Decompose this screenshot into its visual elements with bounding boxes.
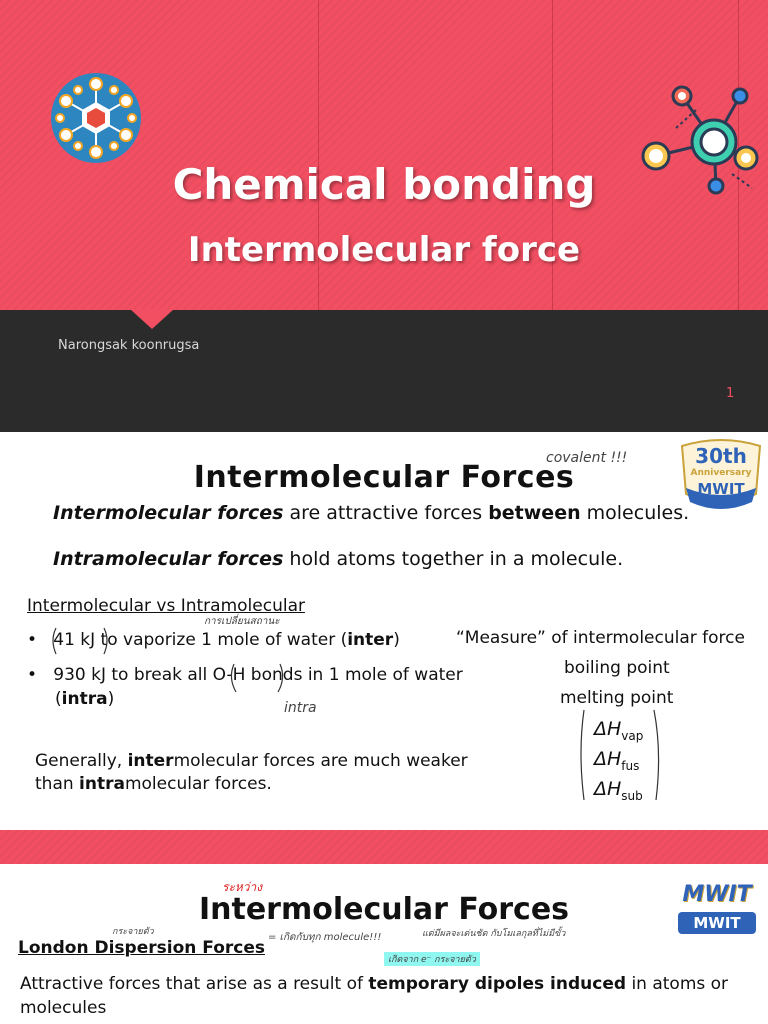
highlighted-note: เกิดจาก e⁻ กระจายตัว <box>384 952 480 966</box>
mwit-30th-anniversary-logo <box>676 436 766 516</box>
handwritten-note-covalent: covalent !!! <box>546 450 628 466</box>
mwit-logo <box>668 870 766 950</box>
logo-mwit: MWIT <box>697 480 745 498</box>
author-name: Narongsak koonrugsa <box>58 338 200 353</box>
title-slide <box>0 0 768 432</box>
delta-h-sub <box>594 778 643 803</box>
delta-h-vap <box>594 718 643 743</box>
bullet-text: ( <box>55 689 62 709</box>
def-bold: temporary dipoles induced <box>368 974 627 994</box>
term-intermolecular: Intermolecular forces <box>53 502 284 524</box>
gen-bold: inter <box>127 751 174 771</box>
bullet-intra-continued <box>55 689 114 709</box>
bullet-text: ) <box>393 630 400 650</box>
bullet-text: 41 kJ to vaporize 1 mole of water ( <box>53 630 348 650</box>
bullet-dot: • <box>27 630 38 650</box>
london-dispersion-definition <box>20 972 750 1020</box>
bullet-text: ) <box>107 689 115 709</box>
footer-band <box>0 310 768 432</box>
content-slide-2 <box>0 432 768 830</box>
slide-heading: Intermolecular Forces <box>193 460 575 495</box>
bullet-inter <box>27 630 400 650</box>
gen-text: than <box>35 774 80 794</box>
handwritten-note-thai: การเปลี่ยนสถานะ <box>204 616 280 627</box>
banner-notch <box>130 309 174 329</box>
logo-anniversary: Anniversary <box>690 468 752 478</box>
dh-symbol: ΔH <box>594 718 622 740</box>
bullet-text: 930 kJ to break all O-H bonds in 1 mole of water <box>53 665 463 685</box>
dh-sub: vap <box>621 728 644 743</box>
def-text: in atoms or molecules <box>20 974 729 1018</box>
def-text: Attractive forces that arise as a result of <box>20 974 369 994</box>
measure-heading: “Measure” of intermolecular force <box>456 628 745 648</box>
delta-h-fus <box>594 748 639 773</box>
gen-text: molecular forces. <box>124 774 272 794</box>
logo-mwit-top: MWIT <box>682 882 752 907</box>
handwritten-note-right: แต่มีผลจะเด่นชัด กับโมเลกุลที่ไม่มีขั้ว <box>422 929 566 939</box>
intramolecular-definition <box>53 548 623 570</box>
slide-heading: Intermolecular Forces <box>198 892 570 927</box>
intermolecular-definition <box>53 502 689 524</box>
dh-symbol: ΔH <box>594 748 622 770</box>
gen-bold: intra <box>79 774 125 794</box>
general-statement <box>35 750 468 796</box>
slide-title: Chemical bonding <box>172 160 596 209</box>
content-slide-3 <box>0 864 768 1024</box>
def-text: molecules. <box>580 502 690 524</box>
boiling-point: boiling point <box>564 658 670 678</box>
dh-symbol: ΔH <box>594 778 622 800</box>
bullet-bold: inter <box>347 630 394 650</box>
gen-text: Generally, <box>35 751 128 771</box>
term-intramolecular: Intramolecular forces <box>53 548 284 570</box>
slide-subtitle: Intermolecular force <box>187 230 581 270</box>
section-heading: Intermolecular vs Intramolecular <box>27 596 305 616</box>
handwritten-note-top: ระหว่าง <box>222 880 263 894</box>
logo-mwit-bottom: MWIT <box>693 914 741 932</box>
slide-separator-band <box>0 830 768 864</box>
page-number: 1 <box>726 386 735 401</box>
bullet-dot: • <box>27 665 38 685</box>
dh-sub: sub <box>621 788 643 803</box>
melting-point: melting point <box>560 688 674 708</box>
handwritten-note-left: กระจายตัว <box>112 927 154 937</box>
molecule-network-icon <box>50 72 142 164</box>
def-bold: between <box>488 502 581 524</box>
london-dispersion-heading: London Dispersion Forces <box>18 938 265 958</box>
bullet-bold: intra <box>61 689 108 709</box>
def-text: hold atoms together in a molecule. <box>283 548 624 570</box>
bullet-intra <box>27 665 463 685</box>
gen-text: molecular forces are much weaker <box>173 751 468 771</box>
dh-sub: fus <box>621 758 640 773</box>
handwritten-note-mid: = เกิดกับทุก molecule!!! <box>268 932 382 943</box>
handwritten-note-intra: intra <box>284 700 317 716</box>
def-text: are attractive forces <box>283 502 489 524</box>
logo-30th: 30th <box>695 444 747 468</box>
